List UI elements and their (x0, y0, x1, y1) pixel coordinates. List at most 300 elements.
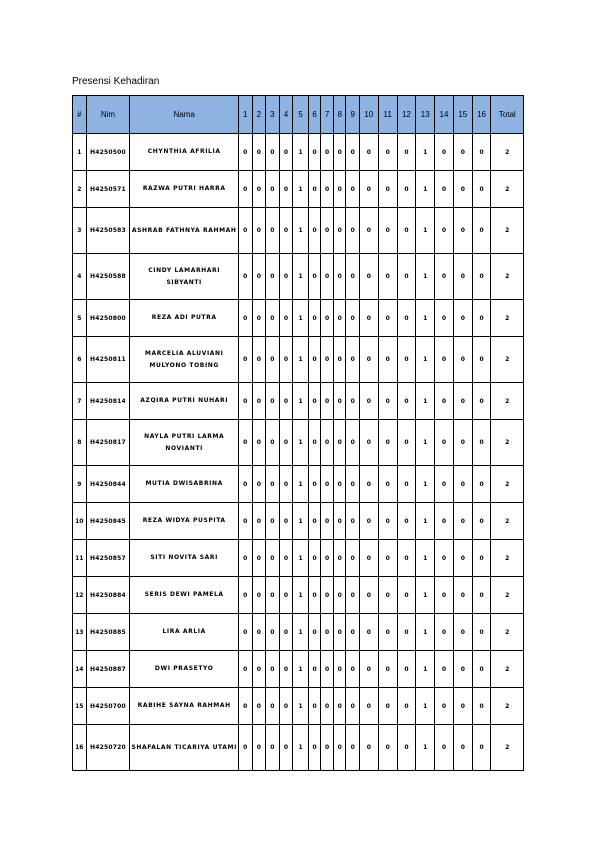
attendance-cell: 0 (238, 614, 252, 651)
column-header: 4 (279, 96, 293, 134)
attendance-cell: 0 (238, 134, 252, 171)
table-row (73, 171, 524, 208)
attendance-cell: 0 (238, 171, 252, 208)
attendance-cell: 0 (308, 614, 321, 651)
attendance-cell: 0 (397, 134, 416, 171)
table-row (73, 134, 524, 171)
attendance-cell: 0 (321, 300, 334, 337)
total-cell: 2 (491, 337, 524, 383)
table-row (73, 577, 524, 614)
attendance-cell: 0 (453, 420, 472, 466)
attendance-cell: 0 (435, 300, 454, 337)
attendance-cell: 0 (321, 420, 334, 466)
attendance-cell: 0 (266, 134, 280, 171)
table-header-row (73, 96, 524, 134)
attendance-cell: 0 (378, 208, 397, 254)
attendance-cell: 0 (266, 614, 280, 651)
nama-cell: LIRA ARLIA (130, 614, 239, 651)
attendance-cell: 0 (359, 540, 378, 577)
total-cell: 2 (491, 134, 524, 171)
attendance-cell: 0 (378, 540, 397, 577)
attendance-cell: 0 (266, 503, 280, 540)
total-cell: 2 (491, 725, 524, 771)
attendance-cell: 1 (293, 420, 309, 466)
attendance-cell: 0 (472, 171, 491, 208)
attendance-cell: 0 (435, 651, 454, 688)
column-header: 6 (308, 96, 321, 134)
attendance-cell: 0 (252, 614, 266, 651)
attendance-cell: 1 (293, 171, 309, 208)
attendance-cell: 0 (378, 420, 397, 466)
attendance-cell: 0 (266, 420, 280, 466)
attendance-cell: 0 (279, 688, 293, 725)
attendance-cell: 1 (416, 383, 435, 420)
nama-cell: REZA WIDYA PUSPITA (130, 503, 239, 540)
attendance-cell: 0 (472, 614, 491, 651)
total-cell: 2 (491, 420, 524, 466)
attendance-cell: 0 (472, 134, 491, 171)
attendance-cell: 0 (321, 540, 334, 577)
attendance-cell: 1 (293, 577, 309, 614)
attendance-cell: 1 (416, 208, 435, 254)
attendance-cell: 0 (346, 577, 360, 614)
attendance-cell: 0 (308, 688, 321, 725)
table-row (73, 383, 524, 420)
attendance-cell: 0 (453, 254, 472, 300)
table-row (73, 300, 524, 337)
attendance-cell: 0 (378, 300, 397, 337)
attendance-cell: 0 (252, 577, 266, 614)
attendance-cell: 0 (279, 540, 293, 577)
column-header: # (73, 96, 87, 134)
attendance-cell: 1 (416, 300, 435, 337)
attendance-cell: 0 (266, 540, 280, 577)
row-number: 16 (73, 725, 87, 771)
attendance-cell: 0 (252, 503, 266, 540)
attendance-cell: 0 (472, 466, 491, 503)
total-cell: 2 (491, 254, 524, 300)
attendance-cell: 0 (321, 171, 334, 208)
attendance-cell: 0 (321, 383, 334, 420)
nim-cell: H4250720 (86, 725, 130, 771)
nim-cell: H4250500 (86, 134, 130, 171)
attendance-cell: 0 (279, 651, 293, 688)
attendance-cell: 0 (472, 254, 491, 300)
attendance-cell: 0 (453, 466, 472, 503)
attendance-cell: 0 (359, 577, 378, 614)
attendance-cell: 0 (333, 383, 346, 420)
attendance-cell: 0 (238, 540, 252, 577)
column-header: Nama (130, 96, 239, 134)
attendance-cell: 0 (321, 651, 334, 688)
attendance-cell: 0 (397, 577, 416, 614)
attendance-cell: 0 (346, 651, 360, 688)
attendance-cell: 0 (397, 208, 416, 254)
total-cell: 2 (491, 503, 524, 540)
attendance-cell: 0 (472, 337, 491, 383)
attendance-cell: 0 (266, 383, 280, 420)
attendance-cell: 0 (397, 171, 416, 208)
attendance-cell: 0 (238, 577, 252, 614)
attendance-cell: 0 (321, 577, 334, 614)
nim-cell: H4250811 (86, 337, 130, 383)
attendance-cell: 1 (416, 254, 435, 300)
attendance-cell: 1 (293, 725, 309, 771)
attendance-cell: 0 (453, 171, 472, 208)
attendance-cell: 0 (472, 540, 491, 577)
attendance-cell: 0 (333, 540, 346, 577)
attendance-cell: 1 (293, 254, 309, 300)
attendance-cell: 0 (359, 171, 378, 208)
attendance-cell: 0 (378, 725, 397, 771)
attendance-cell: 0 (333, 171, 346, 208)
attendance-cell: 0 (252, 383, 266, 420)
attendance-cell: 0 (308, 503, 321, 540)
attendance-cell: 0 (238, 420, 252, 466)
attendance-cell: 0 (397, 688, 416, 725)
attendance-cell: 0 (397, 300, 416, 337)
attendance-cell: 0 (333, 254, 346, 300)
attendance-cell: 1 (293, 300, 309, 337)
attendance-cell: 0 (252, 134, 266, 171)
attendance-cell: 0 (279, 466, 293, 503)
column-header: 12 (397, 96, 416, 134)
attendance-cell: 0 (333, 577, 346, 614)
attendance-cell: 0 (279, 134, 293, 171)
attendance-cell: 0 (435, 208, 454, 254)
total-cell: 2 (491, 614, 524, 651)
attendance-cell: 0 (472, 577, 491, 614)
attendance-cell: 0 (346, 134, 360, 171)
attendance-cell: 1 (293, 383, 309, 420)
attendance-cell: 0 (472, 688, 491, 725)
attendance-cell: 0 (308, 466, 321, 503)
attendance-cell: 0 (397, 651, 416, 688)
attendance-cell: 1 (293, 208, 309, 254)
attendance-cell: 0 (435, 466, 454, 503)
table-row (73, 540, 524, 577)
attendance-cell: 0 (321, 208, 334, 254)
attendance-cell: 0 (359, 337, 378, 383)
attendance-cell: 1 (416, 577, 435, 614)
attendance-cell: 0 (453, 725, 472, 771)
attendance-cell: 0 (397, 420, 416, 466)
attendance-cell: 0 (453, 134, 472, 171)
table-body (73, 134, 524, 771)
attendance-cell: 0 (359, 254, 378, 300)
attendance-cell: 0 (333, 725, 346, 771)
attendance-cell: 1 (293, 503, 309, 540)
row-number: 13 (73, 614, 87, 651)
attendance-cell: 0 (346, 208, 360, 254)
attendance-cell: 0 (333, 688, 346, 725)
attendance-cell: 0 (359, 614, 378, 651)
attendance-cell: 0 (359, 688, 378, 725)
attendance-cell: 0 (333, 466, 346, 503)
attendance-cell: 1 (416, 614, 435, 651)
attendance-cell: 0 (279, 300, 293, 337)
attendance-cell: 1 (416, 688, 435, 725)
attendance-table (72, 95, 524, 771)
column-header: 7 (321, 96, 334, 134)
attendance-cell: 0 (308, 577, 321, 614)
attendance-cell: 0 (359, 208, 378, 254)
attendance-cell: 1 (416, 503, 435, 540)
attendance-cell: 0 (359, 383, 378, 420)
attendance-cell: 0 (397, 614, 416, 651)
attendance-cell: 0 (252, 466, 266, 503)
row-number: 15 (73, 688, 87, 725)
nim-cell: H4250817 (86, 420, 130, 466)
attendance-cell: 0 (453, 688, 472, 725)
total-cell: 2 (491, 540, 524, 577)
attendance-cell: 1 (293, 651, 309, 688)
attendance-cell: 0 (252, 337, 266, 383)
attendance-cell: 1 (416, 171, 435, 208)
attendance-cell: 0 (308, 208, 321, 254)
attendance-cell: 1 (416, 466, 435, 503)
nim-cell: H4250885 (86, 614, 130, 651)
table-row (73, 503, 524, 540)
attendance-cell: 0 (359, 466, 378, 503)
row-number: 6 (73, 337, 87, 383)
column-header: 16 (472, 96, 491, 134)
attendance-cell: 0 (453, 337, 472, 383)
attendance-cell: 0 (308, 383, 321, 420)
nama-cell: NAYLA PUTRI LARMA NOVIANTI (130, 420, 239, 466)
attendance-cell: 0 (308, 725, 321, 771)
attendance-cell: 0 (378, 503, 397, 540)
attendance-cell: 0 (346, 383, 360, 420)
attendance-cell: 0 (346, 466, 360, 503)
attendance-cell: 0 (238, 337, 252, 383)
attendance-cell: 0 (238, 466, 252, 503)
attendance-cell: 0 (453, 300, 472, 337)
attendance-cell: 0 (346, 503, 360, 540)
attendance-cell: 0 (266, 577, 280, 614)
total-cell: 2 (491, 171, 524, 208)
attendance-cell: 0 (346, 420, 360, 466)
row-number: 14 (73, 651, 87, 688)
row-number: 8 (73, 420, 87, 466)
attendance-cell: 1 (416, 540, 435, 577)
attendance-cell: 0 (472, 725, 491, 771)
attendance-cell: 0 (279, 577, 293, 614)
attendance-cell: 0 (397, 540, 416, 577)
attendance-cell: 0 (453, 540, 472, 577)
nim-cell: H4250583 (86, 208, 130, 254)
column-header: 1 (238, 96, 252, 134)
attendance-cell: 0 (333, 300, 346, 337)
attendance-cell: 0 (308, 420, 321, 466)
attendance-cell: 0 (279, 208, 293, 254)
attendance-cell: 0 (266, 300, 280, 337)
attendance-cell: 0 (378, 651, 397, 688)
attendance-cell: 0 (238, 688, 252, 725)
row-number: 2 (73, 171, 87, 208)
attendance-cell: 0 (346, 725, 360, 771)
attendance-cell: 0 (252, 300, 266, 337)
attendance-cell: 0 (378, 134, 397, 171)
column-header: 10 (359, 96, 378, 134)
attendance-cell: 0 (266, 688, 280, 725)
attendance-cell: 0 (359, 503, 378, 540)
nama-cell: RABIHE SAYNA RAHMAH (130, 688, 239, 725)
attendance-cell: 0 (435, 134, 454, 171)
attendance-cell: 1 (416, 134, 435, 171)
column-header: 2 (252, 96, 266, 134)
attendance-cell: 0 (397, 503, 416, 540)
nama-cell: REZA ADI PUTRA (130, 300, 239, 337)
attendance-cell: 0 (435, 171, 454, 208)
attendance-cell: 0 (346, 300, 360, 337)
nama-cell: ASHRAB FATHNYA RAHMAH (130, 208, 239, 254)
attendance-cell: 0 (238, 383, 252, 420)
column-header: 15 (453, 96, 472, 134)
attendance-cell: 0 (238, 254, 252, 300)
nim-cell: H4250844 (86, 466, 130, 503)
column-header: 8 (333, 96, 346, 134)
attendance-cell: 1 (293, 134, 309, 171)
nama-cell: RAZWA PUTRI HARRA (130, 171, 239, 208)
nim-cell: H4250884 (86, 577, 130, 614)
attendance-cell: 0 (333, 614, 346, 651)
attendance-cell: 0 (308, 171, 321, 208)
total-cell: 2 (491, 577, 524, 614)
nim-cell: H4250571 (86, 171, 130, 208)
total-cell: 2 (491, 300, 524, 337)
row-number: 3 (73, 208, 87, 254)
attendance-cell: 0 (435, 420, 454, 466)
attendance-cell: 0 (279, 383, 293, 420)
attendance-cell: 0 (252, 651, 266, 688)
attendance-cell: 0 (266, 466, 280, 503)
total-cell: 2 (491, 688, 524, 725)
nama-cell: MUTIA DWISABRINA (130, 466, 239, 503)
row-number: 5 (73, 300, 87, 337)
nama-cell: SITI NOVITA SARI (130, 540, 239, 577)
attendance-cell: 0 (435, 383, 454, 420)
attendance-cell: 1 (293, 466, 309, 503)
attendance-cell: 0 (266, 171, 280, 208)
column-header: 14 (435, 96, 454, 134)
attendance-cell: 0 (238, 300, 252, 337)
attendance-cell: 0 (238, 503, 252, 540)
row-number: 10 (73, 503, 87, 540)
attendance-cell: 0 (266, 208, 280, 254)
attendance-cell: 0 (397, 383, 416, 420)
attendance-cell: 0 (308, 134, 321, 171)
attendance-cell: 0 (279, 171, 293, 208)
column-header: 9 (346, 96, 360, 134)
attendance-cell: 0 (472, 383, 491, 420)
attendance-cell: 0 (453, 651, 472, 688)
row-number: 4 (73, 254, 87, 300)
attendance-cell: 0 (321, 337, 334, 383)
attendance-cell: 0 (252, 171, 266, 208)
attendance-cell: 0 (321, 614, 334, 651)
attendance-cell: 0 (308, 254, 321, 300)
attendance-cell: 0 (266, 254, 280, 300)
row-number: 12 (73, 577, 87, 614)
table-row (73, 614, 524, 651)
attendance-cell: 0 (346, 254, 360, 300)
attendance-cell: 0 (252, 725, 266, 771)
attendance-cell: 0 (435, 725, 454, 771)
column-header: 5 (293, 96, 309, 134)
column-header: Nim (86, 96, 130, 134)
attendance-cell: 1 (416, 337, 435, 383)
attendance-cell: 0 (453, 383, 472, 420)
table-row (73, 254, 524, 300)
nama-cell: CINDY LAMARHARI SIBYANTI (130, 254, 239, 300)
attendance-cell: 0 (279, 420, 293, 466)
nama-cell: DWI PRASETYO (130, 651, 239, 688)
attendance-cell: 0 (333, 420, 346, 466)
attendance-cell: 0 (321, 134, 334, 171)
attendance-cell: 0 (346, 688, 360, 725)
attendance-cell: 0 (397, 725, 416, 771)
attendance-cell: 0 (472, 208, 491, 254)
attendance-cell: 0 (378, 688, 397, 725)
table-row (73, 420, 524, 466)
table-row (73, 466, 524, 503)
nim-cell: H4250700 (86, 688, 130, 725)
row-number: 9 (73, 466, 87, 503)
attendance-cell: 0 (333, 208, 346, 254)
attendance-cell: 0 (378, 254, 397, 300)
attendance-cell: 1 (293, 337, 309, 383)
total-cell: 2 (491, 651, 524, 688)
column-header: 13 (416, 96, 435, 134)
row-number: 11 (73, 540, 87, 577)
attendance-cell: 0 (453, 208, 472, 254)
column-header: Total (491, 96, 524, 134)
attendance-cell: 0 (266, 725, 280, 771)
attendance-cell: 0 (435, 688, 454, 725)
nama-cell: SHAFALAN TICARIYA UTAMI (130, 725, 239, 771)
table-row (73, 688, 524, 725)
nama-cell: AZQIRA PUTRI NUHARI (130, 383, 239, 420)
attendance-cell: 0 (238, 725, 252, 771)
attendance-cell: 0 (252, 208, 266, 254)
nama-cell: SERIS DEWI PAMELA (130, 577, 239, 614)
attendance-cell: 1 (293, 614, 309, 651)
nama-cell: MARCELIA ALUVIANI MULYONO TOBING (130, 337, 239, 383)
attendance-cell: 0 (472, 420, 491, 466)
attendance-cell: 0 (435, 614, 454, 651)
attendance-cell: 0 (378, 171, 397, 208)
column-header: 11 (378, 96, 397, 134)
nama-cell: CHYNTHIA AFRILIA (130, 134, 239, 171)
attendance-cell: 1 (416, 651, 435, 688)
row-number: 1 (73, 134, 87, 171)
nim-cell: H4250800 (86, 300, 130, 337)
attendance-cell: 0 (321, 503, 334, 540)
attendance-cell: 0 (378, 614, 397, 651)
attendance-cell: 0 (359, 134, 378, 171)
attendance-cell: 0 (359, 300, 378, 337)
attendance-cell: 0 (252, 540, 266, 577)
attendance-cell: 0 (472, 503, 491, 540)
attendance-cell: 0 (435, 540, 454, 577)
attendance-cell: 0 (435, 577, 454, 614)
attendance-cell: 0 (453, 577, 472, 614)
column-header: 3 (266, 96, 280, 134)
attendance-cell: 0 (238, 651, 252, 688)
attendance-cell: 0 (333, 337, 346, 383)
attendance-cell: 0 (321, 688, 334, 725)
